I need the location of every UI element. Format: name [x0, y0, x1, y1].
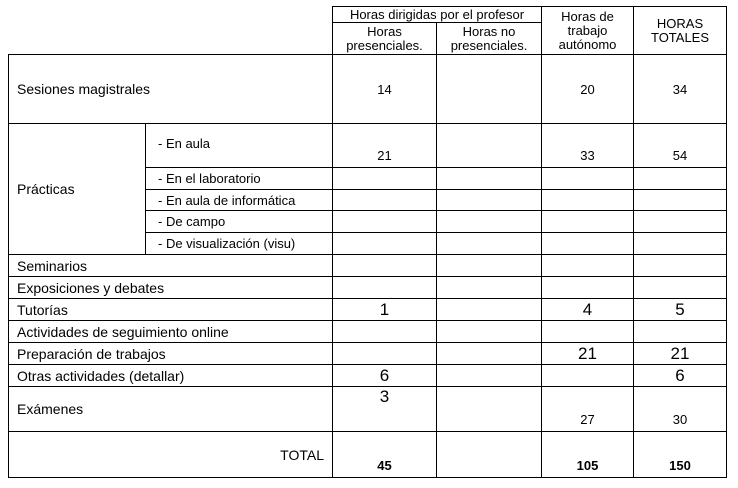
cell-empty — [634, 255, 727, 277]
row-label-en-aula: - En aula — [146, 124, 333, 168]
empty-corner — [9, 7, 333, 55]
cell-empty — [634, 190, 727, 211]
cell-total-presenciales: 45 — [333, 432, 437, 478]
cell-empty — [437, 233, 542, 255]
cell-empty — [634, 277, 727, 299]
cell-empty — [437, 168, 542, 190]
row-label-seminarios: Seminarios — [9, 255, 333, 277]
cell-magistrales-total: 34 — [634, 55, 727, 124]
cell-magistrales-autonomo: 20 — [542, 55, 634, 124]
cell-tutorias-total: 5 — [634, 299, 727, 321]
cell-examenes-autonomo: 27 — [542, 387, 634, 432]
cell-otras-total: 6 — [634, 365, 727, 387]
header-no-presenciales: Horas no presenciales. — [437, 23, 542, 55]
row-label-total: TOTAL — [9, 432, 333, 478]
cell-empty — [437, 299, 542, 321]
row-label-seguimiento: Actividades de seguimiento online — [9, 321, 333, 343]
cell-tutorias-presenciales: 1 — [333, 299, 437, 321]
cell-tutorias-autonomo: 4 — [542, 299, 634, 321]
cell-empty — [333, 321, 437, 343]
cell-empty — [437, 124, 542, 168]
cell-empty — [333, 190, 437, 211]
row-label-informatica: - En aula de informática — [146, 190, 333, 211]
cell-empty — [634, 211, 727, 233]
row-label-exposiciones: Exposiciones y debates — [9, 277, 333, 299]
cell-empty — [542, 233, 634, 255]
cell-empty — [333, 211, 437, 233]
header-group: Horas dirigidas por el profesor — [333, 7, 542, 23]
row-label-magistrales: Sesiones magistrales — [9, 55, 333, 124]
cell-empty — [542, 365, 634, 387]
row-label-tutorias: Tutorías — [9, 299, 333, 321]
cell-empty — [437, 55, 542, 124]
cell-preparacion-total: 21 — [634, 343, 727, 365]
cell-otras-presenciales: 6 — [333, 365, 437, 387]
cell-empty — [437, 277, 542, 299]
row-label-laboratorio: - En el laboratorio — [146, 168, 333, 190]
row-label-examenes: Exámenes — [9, 387, 333, 432]
cell-magistrales-presenciales: 14 — [333, 55, 437, 124]
cell-examenes-presenciales: 3 — [333, 387, 437, 432]
cell-empty — [634, 233, 727, 255]
cell-empty — [333, 255, 437, 277]
cell-empty — [437, 211, 542, 233]
cell-empty — [542, 321, 634, 343]
cell-empty — [437, 432, 542, 478]
cell-empty — [542, 255, 634, 277]
cell-preparacion-autonomo: 21 — [542, 343, 634, 365]
cell-empty — [437, 365, 542, 387]
cell-empty — [333, 168, 437, 190]
cell-empty — [542, 168, 634, 190]
hours-table — [8, 6, 727, 478]
row-label-practicas: Prácticas — [9, 124, 146, 255]
header-totales: HORAS TOTALES — [634, 7, 727, 55]
cell-empty — [333, 233, 437, 255]
cell-en-aula-presenciales: 21 — [333, 124, 437, 168]
row-label-visu: - De visualización (visu) — [146, 233, 333, 255]
cell-empty — [634, 168, 727, 190]
cell-en-aula-autonomo: 33 — [542, 124, 634, 168]
cell-examenes-total: 30 — [634, 387, 727, 432]
cell-empty — [542, 277, 634, 299]
cell-empty — [333, 343, 437, 365]
cell-empty — [542, 190, 634, 211]
header-presenciales: Horas presenciales. — [333, 23, 437, 55]
cell-empty — [333, 277, 437, 299]
cell-en-aula-total: 54 — [634, 124, 727, 168]
cell-empty — [437, 387, 542, 432]
row-label-preparacion: Preparación de trabajos — [9, 343, 333, 365]
cell-total-total: 150 — [634, 432, 727, 478]
cell-total-autonomo: 105 — [542, 432, 634, 478]
cell-empty — [634, 321, 727, 343]
cell-empty — [437, 190, 542, 211]
cell-empty — [437, 321, 542, 343]
cell-empty — [437, 255, 542, 277]
row-label-campo: - De campo — [146, 211, 333, 233]
row-label-otras: Otras actividades (detallar) — [9, 365, 333, 387]
cell-empty — [542, 211, 634, 233]
header-autonomo: Horas de trabajo autónomo — [542, 7, 634, 55]
cell-empty — [437, 343, 542, 365]
